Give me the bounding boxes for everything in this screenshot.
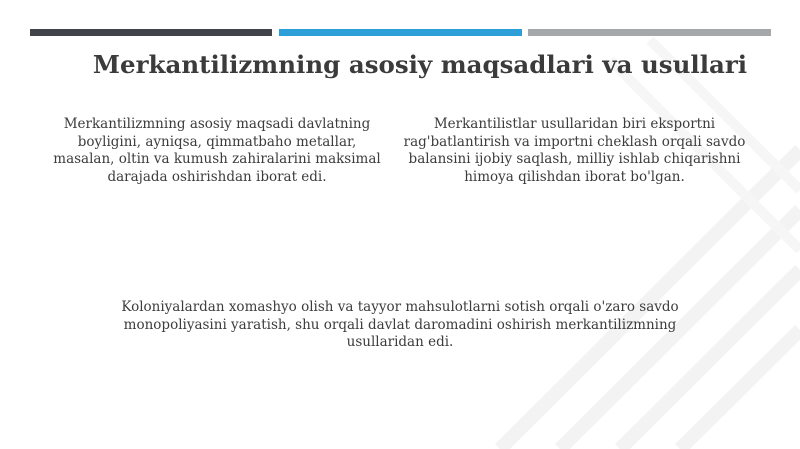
top-bar-dark [30, 29, 272, 36]
slide-title: Merkantilizmning asosiy maqsadlari va usullari [92, 50, 748, 79]
text-block-right: Merkantilistlar usullaridan biri eksportni rag'batlantirish va importni cheklash orqali savdo balansini ijobiy saqlash, milliy ishlab chiqarishni himoya qilishdan iborat bo'lgan. [403, 116, 746, 185]
text-block-bottom: Koloniyalardan xomashyo olish va tayyor mahsulotlarni sotish orqali o'zaro savdo monopoliyasini yaratish, shu orqali davlat daromadini oshirish merkantilizmning usullaridan edi. [121, 299, 679, 350]
top-bar-blue [279, 29, 522, 36]
top-bar-gray [528, 29, 771, 36]
text-block-left: Merkantilizmning asosiy maqsadi davlatning boyligini, ayniqsa, qimmatbaho metallar, masalan, oltin va kumush zahiralarini maksimal darajada oshirishdan iborat edi. [53, 116, 381, 185]
